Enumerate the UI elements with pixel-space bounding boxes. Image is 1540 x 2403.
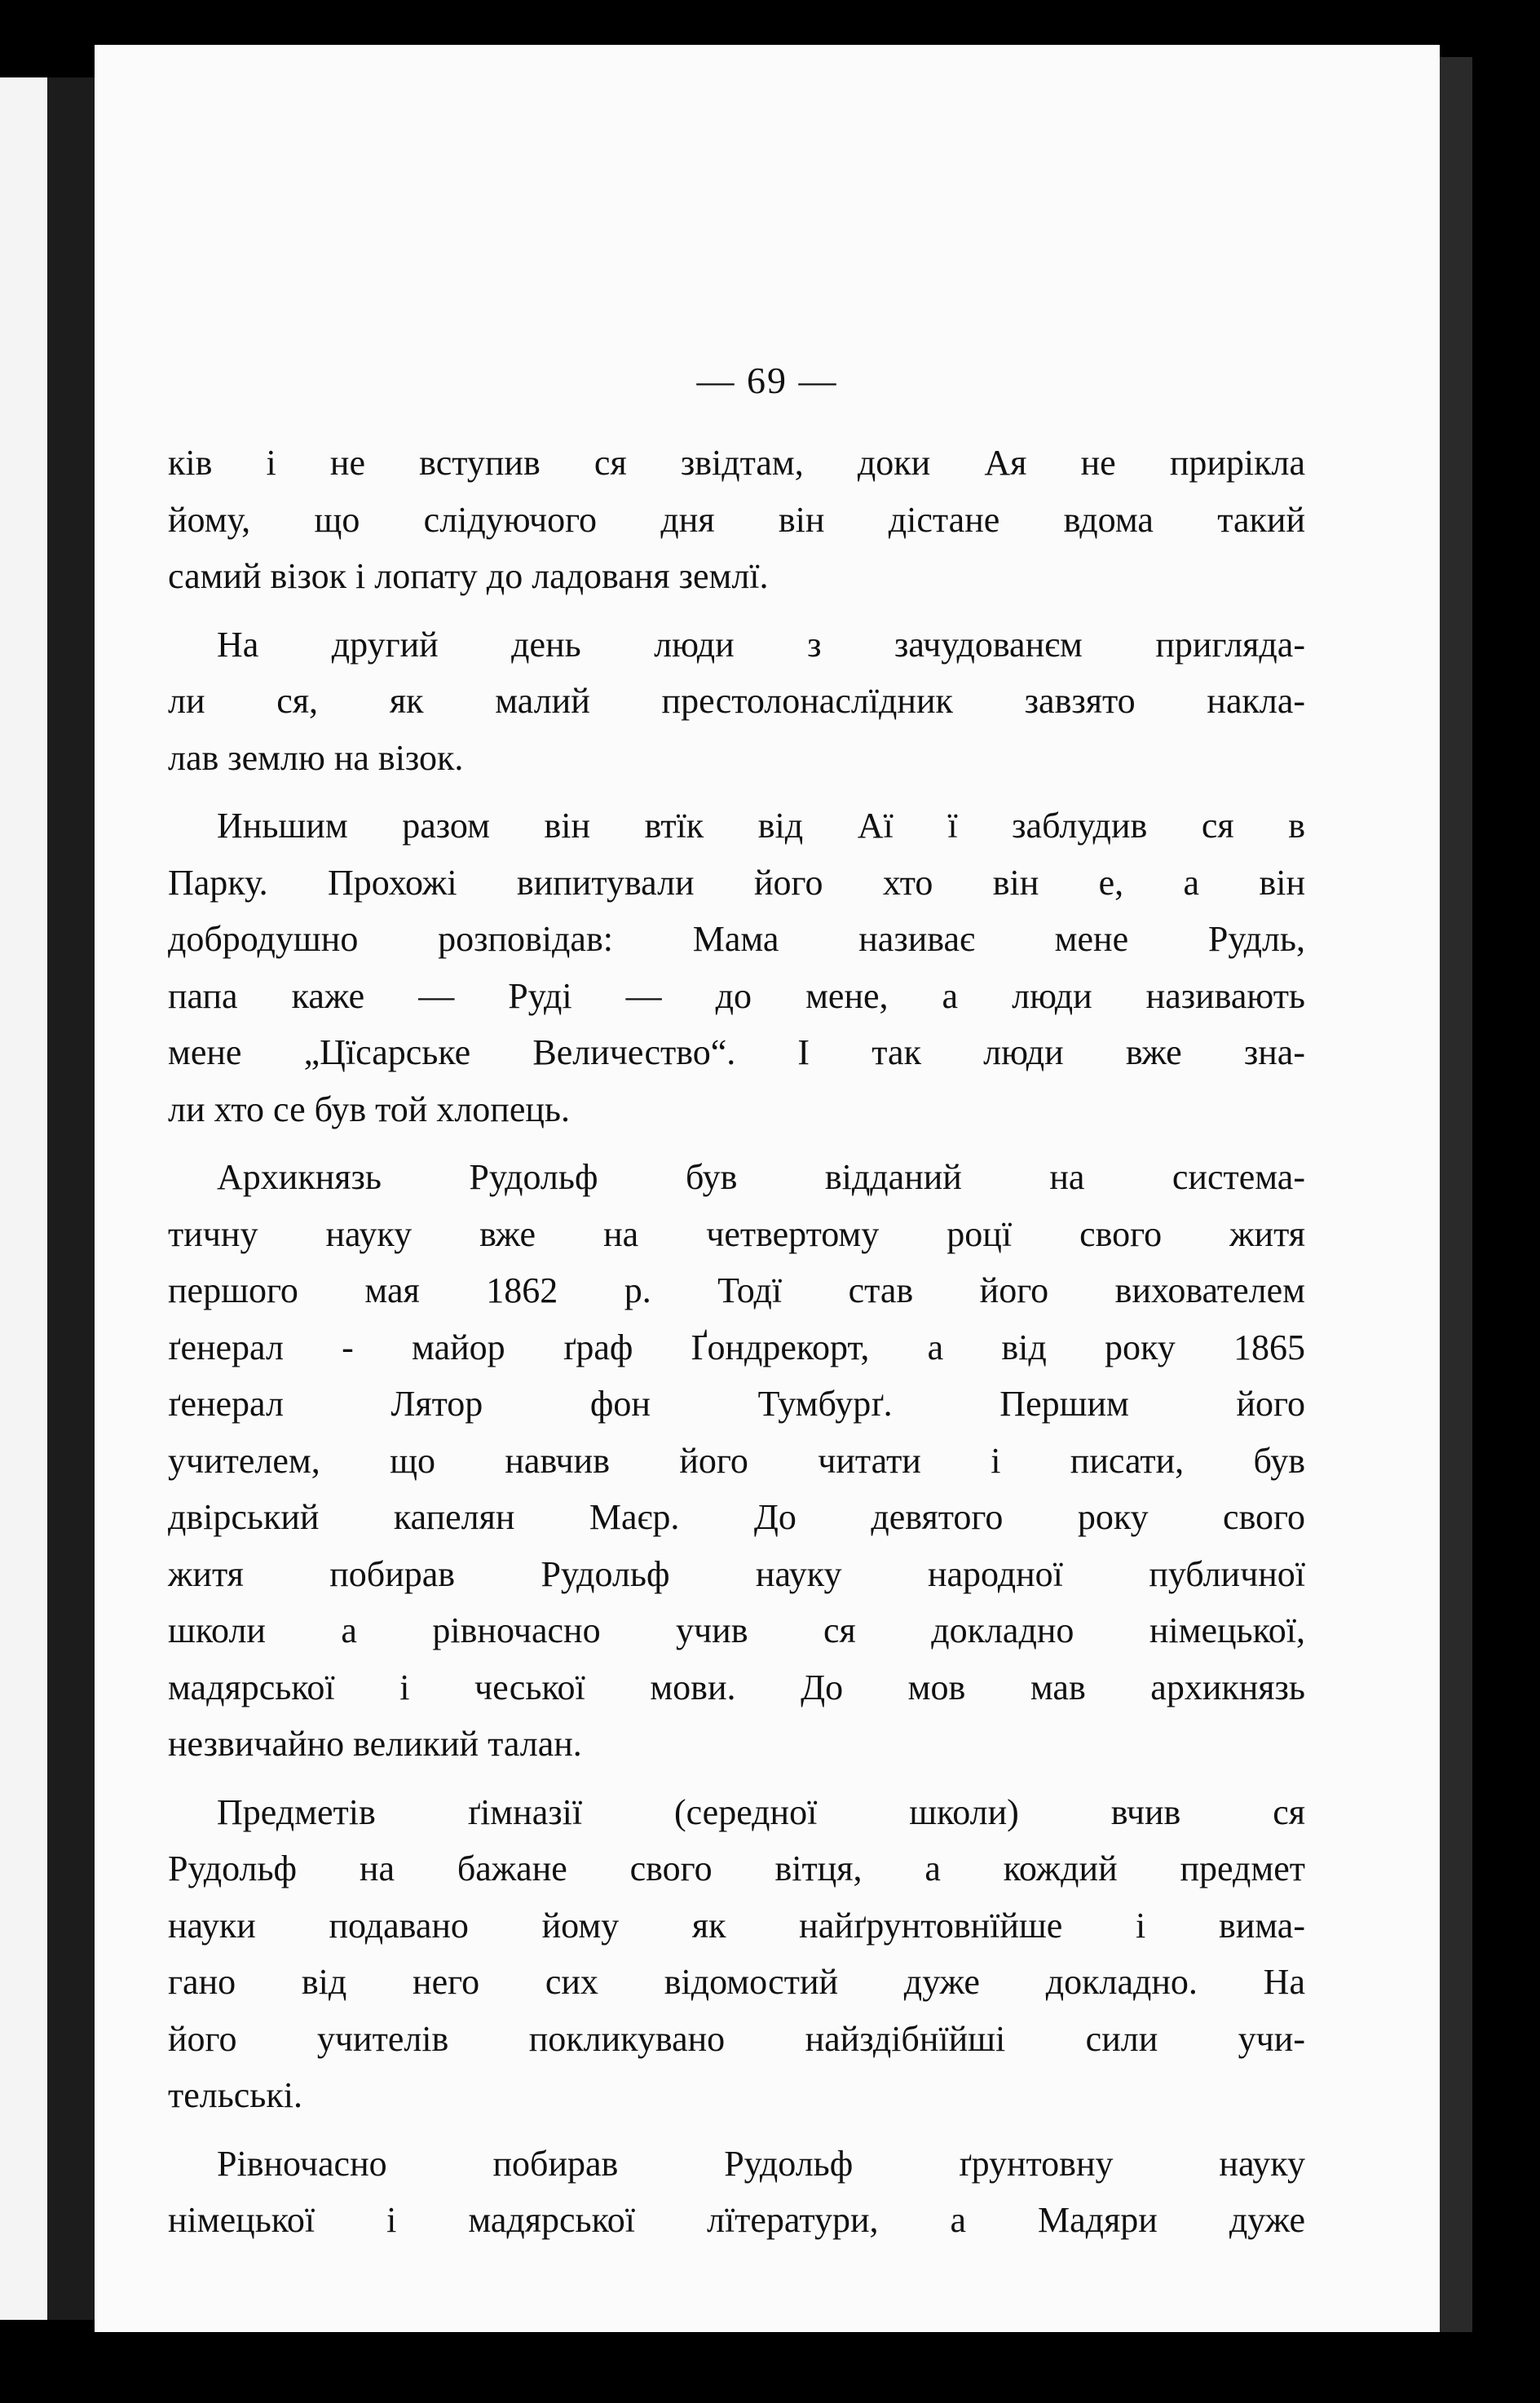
text-line: На другий день люди з зачудованєм пригляда- — [217, 624, 1305, 665]
text-line: Рудольф на бажане свого вітця, а кождий предмет — [168, 1849, 1305, 1888]
text-line: двірський капелян Маєр. До девятого року свого — [168, 1497, 1305, 1537]
text-line: Рівночасно побирав Рудольф ґрунтовну науку — [217, 2143, 1305, 2184]
text-line: школи а рівночасно учив ся докладно німецької, — [168, 1610, 1305, 1650]
text-line: самий візок і лопату до ладованя землї. — [168, 556, 769, 596]
page-text — [168, 435, 1305, 2260]
text-line: ків і не вступив ся звідтам, доки Ая не прирікла — [168, 443, 1305, 483]
text-line: лав землю на візок. — [168, 737, 464, 778]
text-line: житя побирав Рудольф науку народної публичної — [168, 1553, 1305, 1594]
text-line: ґенерал - майор ґраф Ґондрекорт, а від року 1865 — [168, 1327, 1305, 1367]
text-line: гано від него сих відомостий дуже докладно. На — [168, 1962, 1305, 2002]
text-line: першого мая 1862 р. Тодї став його вихователем — [168, 1270, 1305, 1310]
paragraph-3 — [168, 797, 1305, 1137]
paragraph-4 — [168, 1149, 1305, 1773]
text-line: Парку. Прохожі випитували його хто він е, а він — [168, 862, 1305, 903]
page-number: — 69 — — [696, 360, 838, 401]
paragraph-6 — [168, 2136, 1305, 2249]
paragraph-2 — [168, 616, 1305, 787]
text-line: його учителів покликувано найздібнїйші сили учи- — [168, 2018, 1305, 2059]
text-line: Иньшим разом він втїк від Аї ї заблудив ся в — [217, 806, 1305, 846]
text-line: незвичайно великий талан. — [168, 1724, 582, 1764]
text-line: німецької і мадярської лїтератури, а Мадяри дуже — [168, 2200, 1305, 2240]
text-line: мене „Цїсарське Величество“. І так люди вже зна- — [168, 1032, 1305, 1072]
paragraph-5 — [168, 1784, 1305, 2124]
page-right-edge — [1440, 57, 1472, 2332]
text-line: науки подавано йому як найґрунтовнїйше і вима- — [168, 1905, 1305, 1946]
text-line: тичну науку вже на четвертому роцї свого житя — [168, 1213, 1305, 1254]
text-line: йому, що слідуючого дня він дістане вдома такий — [168, 499, 1305, 540]
text-line: папа каже — Руді — до мене, а люди називають — [168, 975, 1305, 1016]
text-line: учителем, що навчив його читати і писати, був — [168, 1440, 1305, 1481]
text-line: ли ся, як малий престолонаслїдник завзято накла- — [168, 681, 1305, 721]
book-page — [95, 45, 1440, 2332]
text-line: мадярської і чеської мови. До мов мав архикнязь — [168, 1667, 1305, 1707]
text-line: добродушно розповідав: Мама називає мене Рудль, — [168, 919, 1305, 959]
book-gutter — [47, 77, 95, 2320]
text-line: ґенерал Лятор фон Тумбурґ. Першим його — [168, 1384, 1305, 1424]
text-line: Архикнязь Рудольф був відданий на система- — [217, 1157, 1305, 1197]
paragraph-1 — [168, 435, 1305, 605]
left-page-edge — [0, 77, 47, 2320]
text-line: тельські. — [168, 2075, 302, 2115]
text-line: Предметів ґімназії (середної школи) вчив ся — [217, 1791, 1305, 1832]
text-line: ли хто се був той хлопець. — [168, 1089, 570, 1129]
